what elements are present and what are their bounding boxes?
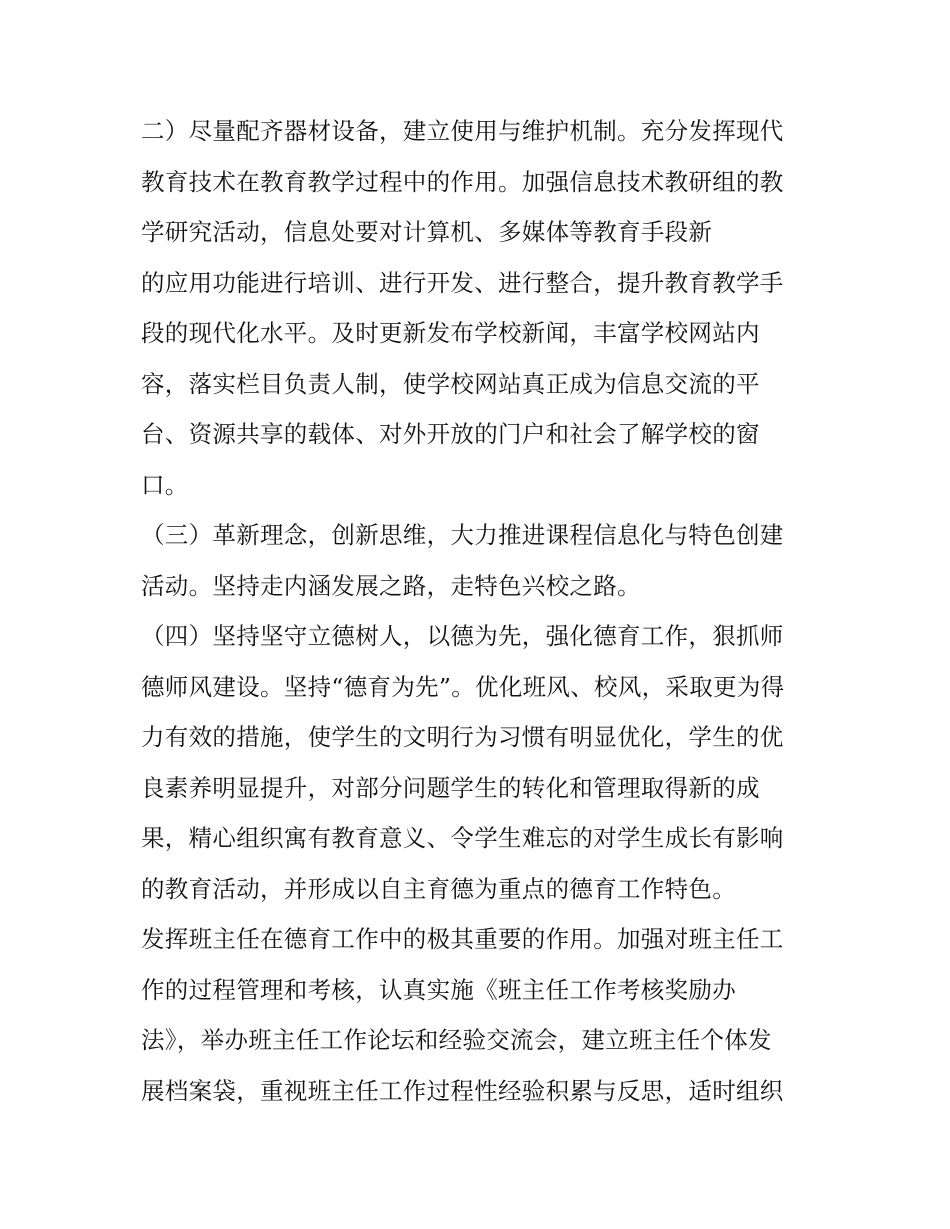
text-line: 二）尽量配齐器材设备，建立使用与维护机制。充分发挥现代 [141,117,784,145]
text-line: 力有效的措施，使学生的文明行为习惯有明显优化，学生的优 [141,723,784,751]
document-body [141,106,821,1116]
text-line: 良素养明显提升，对部分问题学生的转化和管理取得新的成 [141,773,760,802]
text-line: 德师风建设。坚持“德育为先”。优化班风、校风，采取更为得 [141,672,785,701]
text-line: 台、资源共享的载体、对外开放的门户和社会了解学校的窗 [141,420,760,448]
text-line: 法》，举办班主任工作论坛和经验交流会，建立班主任个体发 [141,1026,772,1054]
text-line: 的教育活动，并形成以自主育德为重点的德育工作特色。 [141,874,736,903]
text-line: 果，精心组织寓有教育意义、令学生难忘的对学生成长有影响 [141,824,784,852]
section-heading-line: （三）革新理念，创新思维，大力推进课程信息化与特色创建 [141,521,784,549]
text-line: 发挥班主任在德育工作中的极其重要的作用。加强对班主任工 [141,925,784,953]
text-line: 学研究活动，信息处要对计算机、多媒体等教育手段新 [141,218,713,246]
text-line: 活动。坚持走内涵发展之路，走特色兴校之路。 [141,571,641,600]
text-line: 口。 [141,470,189,499]
section-heading-line: （四）坚持坚守立德树人，以德为先，强化德育工作，狠抓师 [141,622,784,650]
text-line: 容，落实栏目负责人制，使学校网站真正成为信息交流的平 [141,369,760,398]
text-line: 教育技术在教育教学过程中的作用。加强信息技术教研组的教 [141,167,784,196]
text-line: 作的过程管理和考核，认真实施《班主任工作考核奖励办 [141,975,736,1004]
text-line: 的应用功能进行培训、进行开发、进行整合，提升教育教学手 [141,268,784,297]
text-line: 段的现代化水平。及时更新发布学校新闻，丰富学校网站内 [141,319,760,347]
text-line: 展档案袋，重视班主任工作过程性经验积累与反思，适时组织 [141,1076,784,1105]
